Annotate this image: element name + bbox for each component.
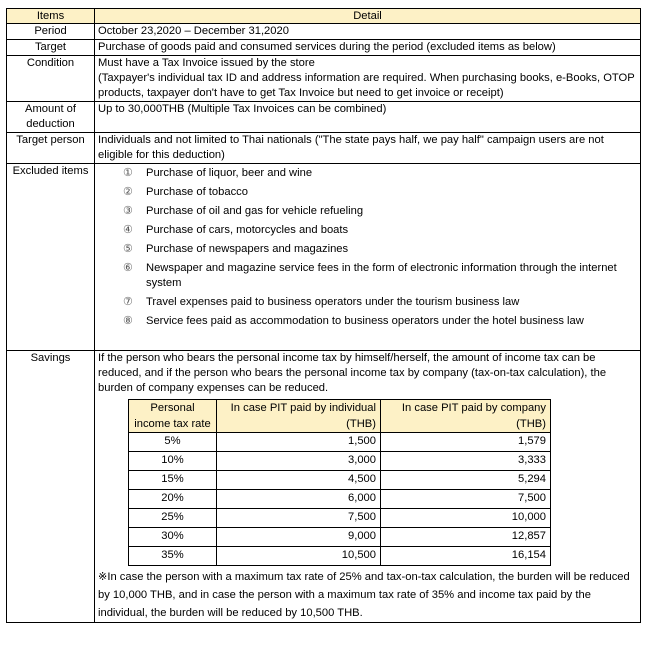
row-excluded — [7, 164, 641, 351]
individual-cell: 1,500 — [217, 433, 381, 452]
individual-cell: 3,000 — [217, 452, 381, 471]
rate-row — [129, 452, 551, 471]
rate-header-company: In case PIT paid by company (THB) — [381, 400, 551, 433]
rate-row — [129, 528, 551, 547]
excluded-item-number: ⑧ — [122, 315, 134, 327]
individual-cell: 7,500 — [217, 509, 381, 528]
excluded-item — [120, 314, 637, 329]
rate-row — [129, 490, 551, 509]
target-person-label: Target person — [7, 133, 95, 164]
savings-label: Savings — [7, 351, 95, 623]
target-person-text: Individuals and not limited to Thai nationals ("The state pays half, we pay half" campaign users are not eligible for this deduction) — [95, 133, 641, 164]
excluded-item-text: Travel expenses paid to business operators under the tourism business law — [146, 296, 520, 308]
excluded-item-text: Purchase of oil and gas for vehicle refueling — [146, 205, 364, 217]
excluded-item-text: Purchase of newspapers and magazines — [146, 243, 349, 255]
header-items: Items — [7, 9, 95, 24]
rate-cell: 30% — [129, 528, 217, 547]
individual-cell: 9,000 — [217, 528, 381, 547]
excluded-items-list — [98, 166, 637, 329]
rate-cell: 5% — [129, 433, 217, 452]
rate-header-rate: Personal income tax rate — [129, 400, 217, 433]
rate-cell: 10% — [129, 452, 217, 471]
excluded-item-number: ④ — [122, 224, 134, 236]
rate-row — [129, 547, 551, 566]
rate-cell: 15% — [129, 471, 217, 490]
excluded-item-number: ⑦ — [122, 296, 134, 308]
excluded-item-number: ⑥ — [122, 262, 134, 274]
savings-rate-table — [128, 399, 551, 566]
excluded-item — [120, 242, 637, 257]
row-period — [7, 24, 641, 40]
excluded-item — [120, 185, 637, 200]
excluded-item-text: Purchase of cars, motorcycles and boats — [146, 224, 349, 236]
individual-cell: 4,500 — [217, 471, 381, 490]
excluded-item-text: Purchase of liquor, beer and wine — [146, 167, 313, 179]
savings-intro: If the person who bears the personal income tax by himself/herself, the amount of income tax can be reduced, and if the person who bears the personal income tax by company (tax-on-tax calculation), the burden of company expenses can be reduced. — [98, 352, 607, 394]
rate-row — [129, 509, 551, 528]
excluded-item-text: Service fees paid as accommodation to business operators under the hotel business law — [146, 315, 584, 327]
condition-cell — [95, 56, 641, 102]
period-text: October 23,2020 – December 31,2020 — [95, 24, 641, 40]
excluded-item — [120, 204, 637, 219]
condition-line2: (Taxpayer's individual tax ID and address information are required. When purchasing books, e-Books, OTOP products, taxpayer don't have to get Tax Invoice but need to get invoice or receipt) — [98, 72, 635, 99]
excluded-item — [120, 166, 637, 181]
row-target-person — [7, 133, 641, 164]
rate-cell: 25% — [129, 509, 217, 528]
individual-cell: 10,500 — [217, 547, 381, 566]
target-label: Target — [7, 40, 95, 56]
individual-cell: 6,000 — [217, 490, 381, 509]
company-cell: 12,857 — [381, 528, 551, 547]
rate-header-individual: In case PIT paid by individual (THB) — [217, 400, 381, 433]
excluded-item-number: ① — [122, 167, 134, 179]
excluded-item-number: ⑤ — [122, 243, 134, 255]
company-cell: 7,500 — [381, 490, 551, 509]
condition-line1: Must have a Tax Invoice issued by the store — [98, 57, 315, 69]
excluded-item-number: ③ — [122, 205, 134, 217]
rate-cell: 35% — [129, 547, 217, 566]
amount-text: Up to 30,000THB (Multiple Tax Invoices can be combined) — [95, 102, 641, 133]
period-label: Period — [7, 24, 95, 40]
row-savings — [7, 351, 641, 623]
savings-note: ※In case the person with a maximum tax rate of 25% and tax-on-tax calculation, the burden will be reduced by 10,000 THB, and in case the person with a maximum tax rate of 35% and income tax paid by the individual, the burden will be reduced by 10,500 THB. — [98, 571, 630, 619]
deduction-info-table — [6, 8, 641, 623]
amount-label: Amount of deduction — [7, 102, 95, 133]
row-amount — [7, 102, 641, 133]
excluded-item-text: Newspaper and magazine service fees in the form of electronic information through the internet system — [146, 262, 617, 289]
rate-row — [129, 471, 551, 490]
target-text: Purchase of goods paid and consumed services during the period (excluded items as below) — [95, 40, 641, 56]
excluded-item — [120, 261, 637, 291]
excluded-item — [120, 223, 637, 238]
savings-cell — [95, 351, 641, 623]
excluded-item-text: Purchase of tobacco — [146, 186, 248, 198]
header-detail: Detail — [95, 9, 641, 24]
company-cell: 5,294 — [381, 471, 551, 490]
row-condition — [7, 56, 641, 102]
company-cell: 3,333 — [381, 452, 551, 471]
excluded-item — [120, 295, 637, 310]
header-row — [7, 9, 641, 24]
excluded-label: Excluded items — [7, 164, 95, 351]
company-cell: 10,000 — [381, 509, 551, 528]
company-cell: 16,154 — [381, 547, 551, 566]
excluded-cell — [95, 164, 641, 351]
rate-cell: 20% — [129, 490, 217, 509]
rate-row — [129, 433, 551, 452]
rate-table-header — [129, 400, 551, 433]
company-cell: 1,579 — [381, 433, 551, 452]
excluded-item-number: ② — [122, 186, 134, 198]
condition-label: Condition — [7, 56, 95, 102]
row-target — [7, 40, 641, 56]
